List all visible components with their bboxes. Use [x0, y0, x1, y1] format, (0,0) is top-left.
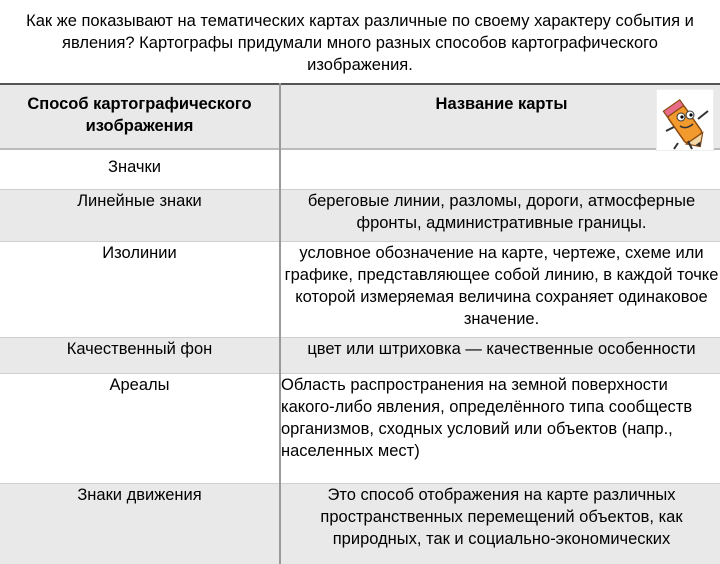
description-cell: береговые линии, разломы, дороги, атмосферные фронты, административные границы.: [280, 190, 720, 242]
pencil-mascot-icon: [656, 89, 714, 151]
intro-text: Как же показывают на тематических картах различные по своему характеру события и явления? Картографы придумали много разных способов картографического изображения.: [26, 12, 694, 74]
description-cell: условное обозначение на карте, чертеже, схеме или графике, представляющее собой линию, в каждой точке которой измеряемая величина сохраняет одинаковое значение.: [280, 242, 720, 338]
table-row: [0, 338, 720, 374]
method-cell: Значки: [0, 149, 280, 190]
header-map-name: [280, 84, 720, 149]
table-header-row: [0, 84, 720, 149]
cartographic-methods-table: [0, 83, 720, 564]
header-method: Способ картографического изображения: [0, 84, 280, 149]
method-cell: Линейные знаки: [0, 190, 280, 242]
table-row: [0, 190, 720, 242]
method-cell: Знаки движения: [0, 484, 280, 564]
description-cell: цвет или штриховка — качественные особенности: [280, 338, 720, 374]
method-cell: Качественный фон: [0, 338, 280, 374]
description-cell: [280, 149, 720, 190]
table-row: [0, 242, 720, 338]
table-row: [0, 149, 720, 190]
method-cell: Ареалы: [0, 374, 280, 484]
table-row: [0, 374, 720, 484]
table-row: [0, 484, 720, 564]
description-cell: Область распространения на земной поверхности какого-либо явления, определённого типа сообществ организмов, сходных условий или объектов (напр., населенных мест): [280, 374, 720, 484]
description-cell: Это способ отображения на карте различных пространственных перемещений объектов, как природных, так и социально-экономических: [280, 484, 720, 564]
method-cell: Изолинии: [0, 242, 280, 338]
header-map-name-label: Название карты: [435, 95, 568, 113]
